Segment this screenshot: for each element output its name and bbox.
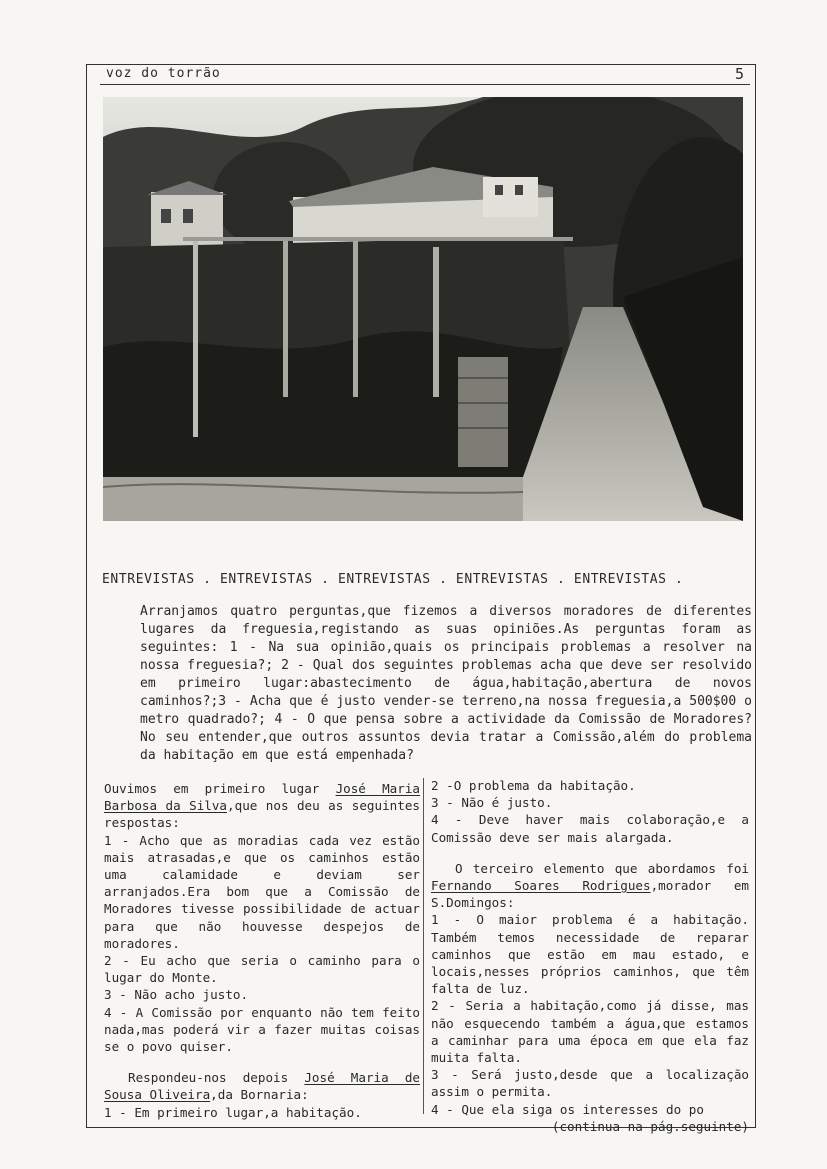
intro-text: O terceiro elemento que abordamos foi	[455, 860, 749, 876]
left-column	[104, 780, 420, 1121]
right-column	[431, 777, 749, 1135]
column-divider	[423, 778, 424, 1114]
intro-text-end: ,que nos deu as seguintes respostas:	[104, 798, 420, 831]
intro-text: Ouvimos em primeiro lugar	[104, 781, 336, 796]
answer-4: 4 - A Comissão por enquanto não tem feito nada,mas poderá vir a fazer muitas coisas se o povo quiser.	[104, 1004, 420, 1055]
interviewee-name: Fernando Soares Rodrigues	[431, 878, 651, 894]
answer-2: 2 - Eu acho que seria o caminho para o lugar do Monte.	[104, 953, 420, 986]
answer-3: 3 - Não acho justo.	[104, 987, 249, 1003]
interviewee-name: José Maria Barbosa da Silva	[104, 781, 420, 814]
answer-3: 3 - Será justo,desde que a localização assim o permita.	[431, 1067, 749, 1100]
answer-4: 4 - Que ela siga os interesses do po	[431, 1101, 704, 1117]
interviewee-3-intro	[431, 860, 749, 912]
answer-1: 1 - Em primeiro lugar,a habitação.	[104, 1104, 362, 1120]
intro-text-end: ,da Bornaria:	[210, 1087, 309, 1103]
answer-3: 3 - Não é justo.	[431, 795, 553, 811]
answer-2: 2 - Seria a habitação,como já disse, mas não esquecendo também a água,que estamos a caminhar para uma época em que ela faz muita falta.	[431, 998, 749, 1066]
interviewee-name: José Maria de Sousa Oliveira	[104, 1070, 420, 1103]
page-header	[100, 64, 750, 85]
village-street-photo	[103, 97, 743, 521]
intro-text: Respondeu-nos depois	[128, 1070, 305, 1086]
answer-2: 2 -O problema da habitação.	[431, 778, 636, 793]
continued-note: (continua na pág.seguinte)	[551, 1118, 749, 1134]
interviewee-2-intro	[104, 1069, 420, 1103]
intro-text-end: ,morador em S.Domingos:	[431, 878, 749, 911]
village-street-photo-icon	[103, 97, 743, 521]
interviews-banner: ENTREVISTAS . ENTREVISTAS . ENTREVISTAS . ENTREVISTAS . ENTREVISTAS .	[102, 572, 684, 587]
answer-4: 4 - Deve haver mais colaboração,e a Comissão deve ser mais alargada.	[431, 812, 749, 845]
answer-1: 1 - O maior problema é a habitação. Também temos necessidade de reparar caminhos que estão em mau estado, e locais,nesses próprios caminhos, que têm falta de luz.	[431, 912, 749, 997]
page-number: 5	[734, 65, 744, 83]
newsletter-title: voz do torrão	[106, 66, 221, 81]
answer-1: 1 - Acho que as moradias cada vez estão mais atrasadas,e que os caminhos estão uma calamidade e deviam ser arranjados.Era bom que a Comissão de Moradores tivesse possibilidade de actuar para que não houvesse despejos de moradores.	[104, 832, 420, 951]
intro-paragraph: Arranjamos quatro perguntas,que fizemos a diversos moradores de diferentes lugares da freguesia,registando as suas opiniões.As perguntas foram as seguintes: 1 - Na sua opinião,quais os principais problemas a resolver na nossa freguesia?; 2 - Qual dos seguintes problemas acha que deve ser resolvido em primeiro lugar:abastecimento de água,habitação,abertura de novos caminhos?;3 - Acha que é justo vender-se terreno,na nossa freguesia,a 500$00 o metro quadrado?; 4 - O que pensa sobre a actividade da Comissão de Moradores?No seu entender,que outros assuntos devia tratar a Comissão,além do problema da habitação em que está empenhada?	[140, 604, 752, 763]
interviewee-1-intro	[104, 780, 420, 832]
